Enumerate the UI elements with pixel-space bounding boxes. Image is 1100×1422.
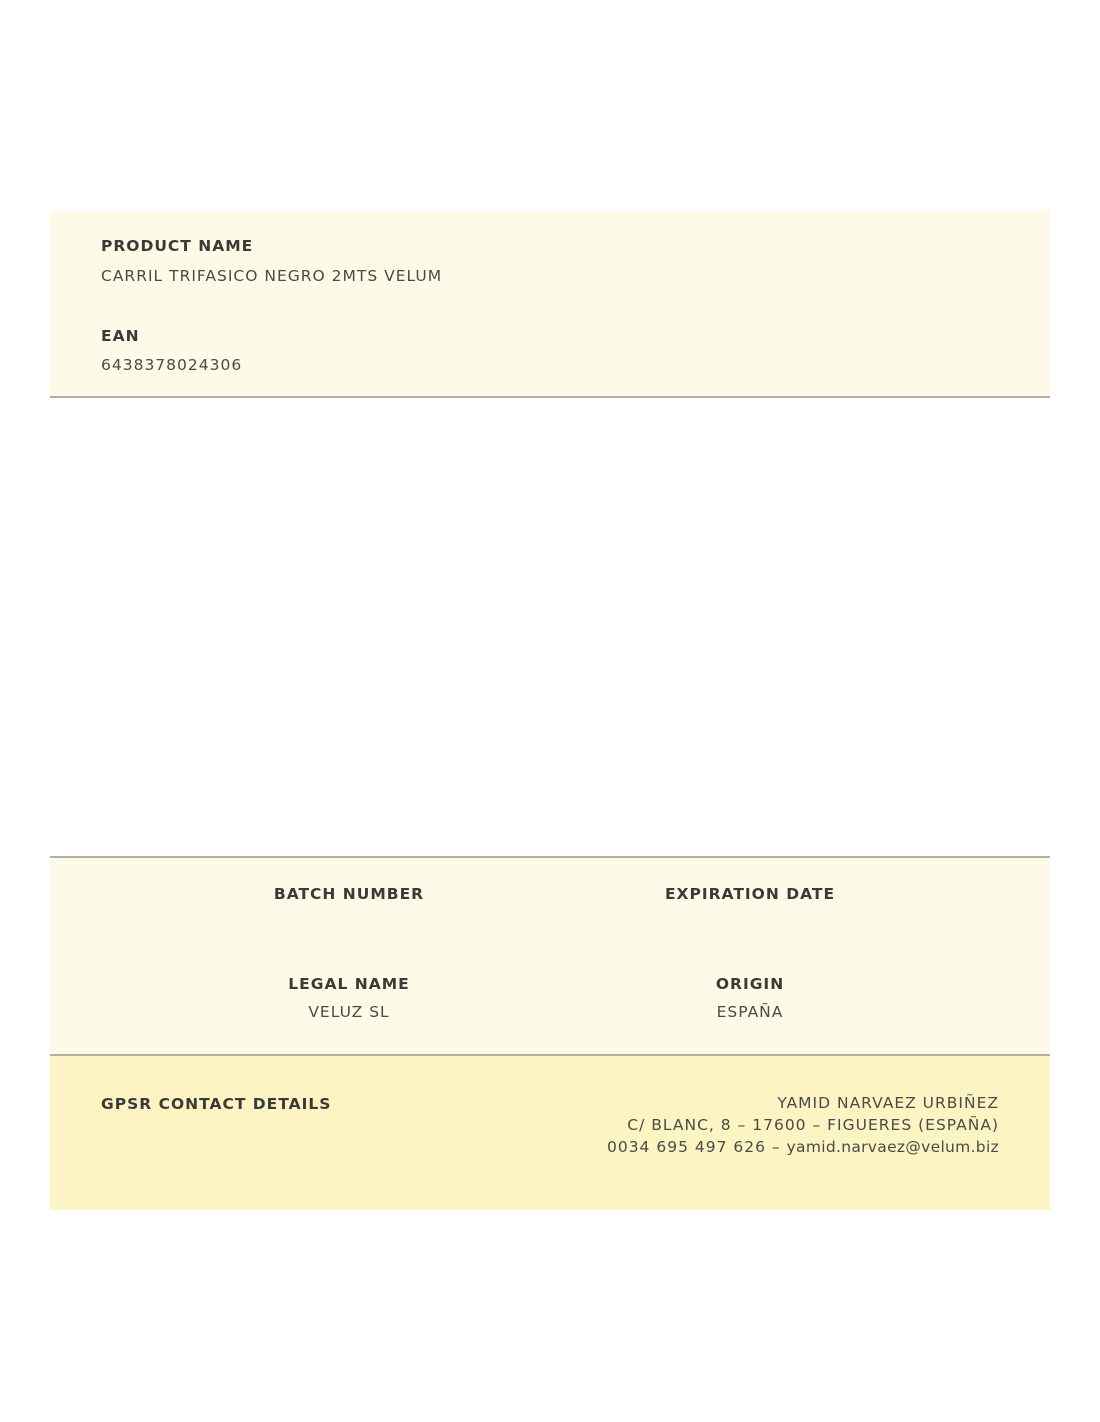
legal-name-cell xyxy=(199,975,499,1021)
product-info-section xyxy=(50,211,1050,398)
expiration-date-cell xyxy=(600,885,900,913)
legal-name-label: LEGAL NAME xyxy=(288,975,410,993)
contact-phone: 0034 695 497 626 xyxy=(606,1138,766,1156)
contact-name: YAMID NARVAEZ URBIÑEZ xyxy=(777,1094,999,1112)
product-details-section xyxy=(50,856,1050,1056)
ean-label: EAN xyxy=(101,327,140,345)
product-name-value: CARRIL TRIFASICO NEGRO 2MTS VELUM xyxy=(101,267,443,285)
gpsr-contact-section xyxy=(50,1056,1050,1210)
contact-details xyxy=(607,1095,999,1161)
contact-phone-email-line xyxy=(607,1133,999,1161)
contact-email[interactable]: yamid.narvaez@velum.biz xyxy=(786,1138,999,1156)
expiration-date-label: EXPIRATION DATE xyxy=(664,885,836,903)
ean-value: 6438378024306 xyxy=(101,356,243,374)
batch-number-label: BATCH NUMBER xyxy=(273,885,425,903)
legal-name-value: VELUZ SL xyxy=(308,1003,390,1021)
batch-number-cell xyxy=(199,885,499,913)
origin-label: ORIGIN xyxy=(715,975,785,993)
origin-value: ESPAÑA xyxy=(716,1003,784,1021)
origin-cell xyxy=(600,975,900,1021)
product-name-label: PRODUCT NAME xyxy=(101,237,254,255)
gpsr-contact-label: GPSR CONTACT DETAILS xyxy=(101,1095,332,1113)
contact-separator: – xyxy=(765,1138,787,1156)
contact-address: C/ BLANC, 8 – 17600 – FIGUERES (ESPAÑA) xyxy=(627,1116,999,1134)
